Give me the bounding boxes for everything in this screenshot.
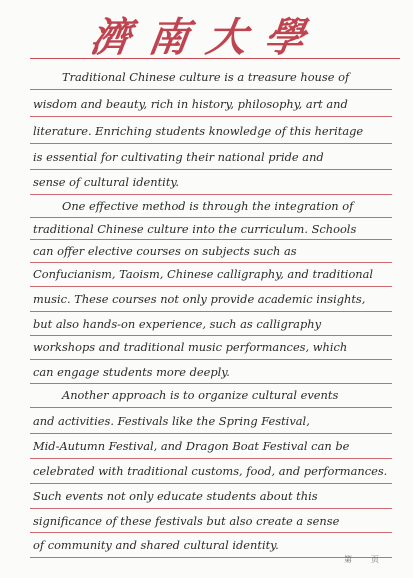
- essay-line: traditional Chinese culture into the curriculum. Schools: [33, 222, 357, 236]
- university-logo-text: 濟南大學: [86, 14, 326, 61]
- essay-line: One effective method is through the integration of: [62, 199, 354, 213]
- essay-line: Such events not only educate students about this: [33, 489, 318, 503]
- essay-line: workshops and traditional music performances, which: [33, 340, 348, 354]
- essay-line: sense of cultural identity.: [33, 175, 179, 189]
- essay-line: Mid-Autumn Festival, and Dragon Boat Festival can be: [33, 439, 350, 453]
- essay-line: can offer elective courses on subjects such as: [33, 244, 297, 258]
- essay-line: Traditional Chinese culture is a treasure house of: [62, 70, 350, 84]
- page-label-left: 第: [344, 555, 352, 564]
- essay-line: wisdom and beauty, rich in history, philosophy, art and: [33, 97, 348, 111]
- essay-line: is essential for cultivating their national pride and: [33, 150, 324, 164]
- essay-line: can engage students more deeply.: [33, 365, 230, 379]
- essay-line: Confucianism, Taoism, Chinese calligraphy, and traditional: [33, 267, 374, 281]
- essay-line: Another approach is to organize cultural events: [62, 388, 339, 402]
- essay-line: of community and shared cultural identity.: [33, 538, 279, 552]
- essay-line: and activities. Festivals like the Spring Festival,: [33, 414, 310, 428]
- essay-line: celebrated with traditional customs, food, and performances.: [33, 464, 388, 478]
- essay-line: literature. Enriching students knowledge of this heritage: [33, 124, 364, 138]
- page-label-right: 页: [371, 555, 379, 564]
- essay-line: but also hands-on experience, such as calligraphy: [33, 317, 322, 331]
- essay-line: significance of these festivals but also create a sense: [33, 514, 340, 528]
- essay-line: music. These courses not only provide academic insights,: [33, 292, 366, 306]
